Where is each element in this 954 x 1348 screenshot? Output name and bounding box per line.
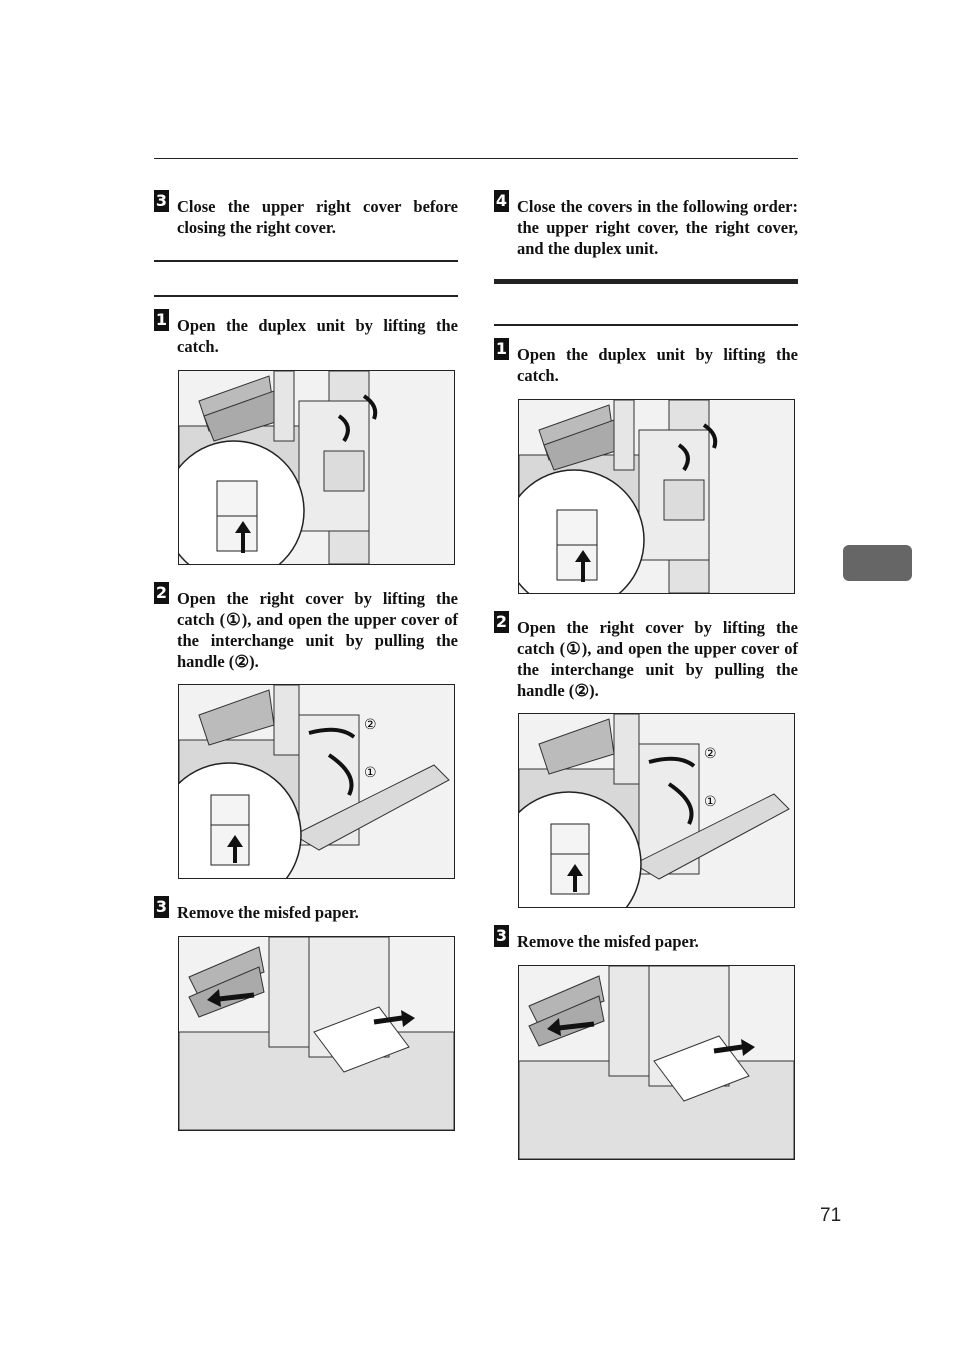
- step-text: [177, 588, 458, 672]
- step-number: 3: [495, 926, 508, 945]
- step-text: Remove the misfed paper.: [517, 932, 699, 951]
- section-rule: [494, 324, 798, 326]
- step-text: Close the upper right cover before closing the right cover.: [177, 197, 458, 237]
- step-text: Open the duplex unit by lifting the catch.: [177, 316, 458, 356]
- illustration-open-right-cover: [518, 713, 795, 908]
- illustration-open-duplex: [518, 399, 795, 594]
- callout-2: ②: [234, 652, 250, 671]
- callout-2-label: ②: [364, 717, 377, 733]
- callout-1-label: ①: [364, 765, 377, 781]
- step-text-part: Open the right cover by lifting the catch (: [517, 618, 798, 658]
- step-number: 1: [155, 310, 168, 329]
- step-number: 3: [155, 897, 168, 916]
- header-rule: [154, 158, 798, 159]
- step-text: Open the duplex unit by lifting the catch.: [517, 345, 798, 385]
- step-text-part: ).: [589, 681, 599, 700]
- step-number: 2: [495, 612, 508, 631]
- step-text-part: Open the right cover by lifting the catch (: [177, 589, 458, 629]
- step-text: Close the covers in the following order: the upper right cover, the right cover, and the duplex unit.: [517, 197, 798, 258]
- callout-1-label: ①: [704, 794, 717, 810]
- step-number: 1: [495, 339, 508, 358]
- section-rule-thick: [494, 279, 798, 284]
- callout-1: ①: [225, 610, 242, 629]
- illustration-open-duplex: [178, 370, 455, 565]
- step-number: 2: [155, 583, 168, 602]
- callout-1: ①: [565, 639, 582, 658]
- page-number: 71: [820, 1205, 842, 1226]
- step-text: Remove the misfed paper.: [177, 903, 359, 922]
- section-rule: [154, 295, 458, 297]
- step-text-part: ).: [249, 652, 259, 671]
- chapter-tab: [843, 545, 912, 581]
- step-text: [517, 617, 798, 701]
- step-number: 4: [495, 191, 508, 210]
- callout-2: ②: [574, 681, 590, 700]
- illustration-remove-paper: [178, 936, 455, 1131]
- step-text-part: ), and open the upper cover of the interchange unit by pulling the handle (: [177, 610, 458, 671]
- step-text-part: ), and open the upper cover of the interchange unit by pulling the handle (: [517, 639, 798, 700]
- illustration-open-right-cover: [178, 684, 455, 879]
- section-rule: [154, 260, 458, 262]
- step-number: 3: [155, 191, 168, 210]
- illustration-remove-paper: [518, 965, 795, 1160]
- callout-2-label: ②: [704, 746, 717, 762]
